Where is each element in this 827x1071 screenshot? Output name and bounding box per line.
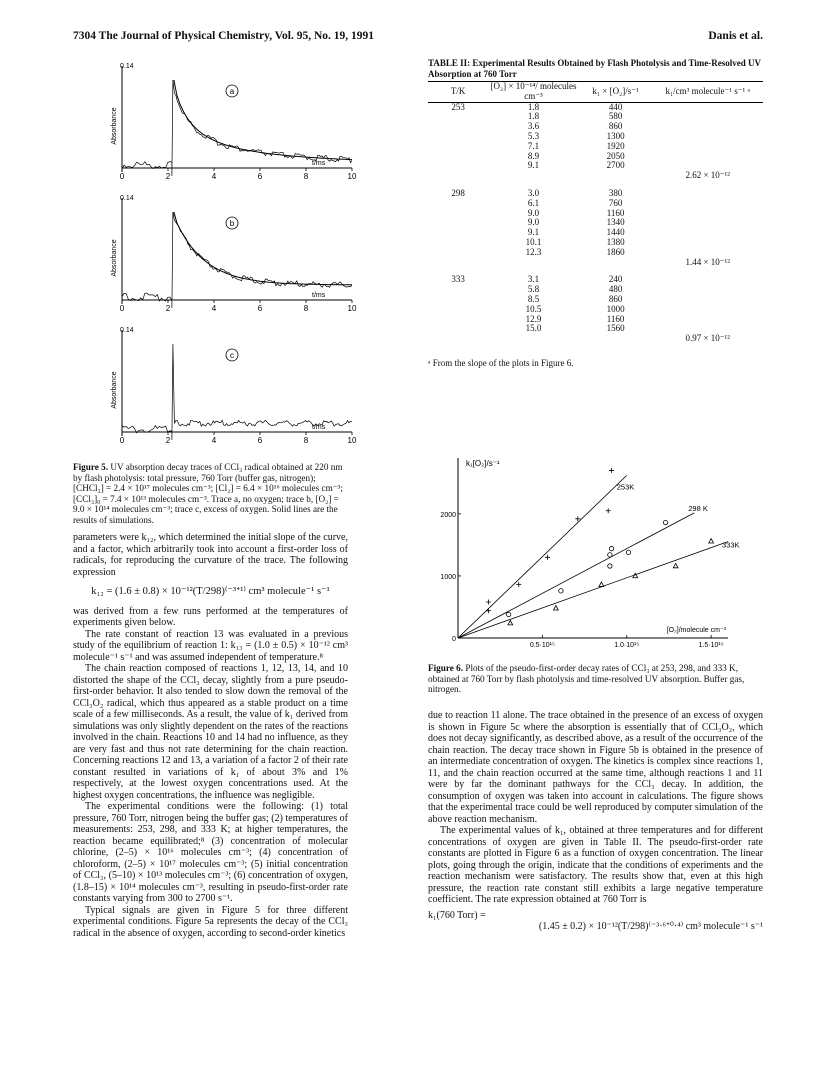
table-cell: 1160 bbox=[606, 207, 625, 218]
figure-5-panel bbox=[111, 63, 357, 181]
table-header: k₁ × [O₂]/s⁻¹ bbox=[579, 82, 653, 103]
table-cell bbox=[652, 189, 763, 199]
table-cell: 12.9 bbox=[525, 313, 542, 324]
table-cell bbox=[428, 209, 488, 219]
table-cell: 860 bbox=[608, 121, 623, 132]
figure-6-caption-text: Plots of the pseudo-first-order decay rates of CCl₃ at 253, 298, and 333 K, obtained at 760 Torr by flash photolysis and time-resolved UV absorption. Buffer gas, nitrogen. bbox=[428, 663, 745, 695]
table-cell bbox=[652, 112, 763, 122]
x-axis-label: t/ms bbox=[312, 292, 326, 299]
data-point bbox=[609, 468, 614, 473]
data-point bbox=[608, 553, 612, 557]
authors: Danis et al. bbox=[708, 30, 763, 42]
x-tick-label: 6 bbox=[257, 172, 263, 181]
y-axis-label: k₁[O₂]/s⁻¹ bbox=[466, 459, 500, 468]
table-cell: 7.1 bbox=[527, 140, 540, 151]
table-cell: 333 bbox=[451, 274, 465, 285]
table-cell: 2700 bbox=[606, 160, 625, 171]
y-max-label: 0.14 bbox=[120, 63, 134, 70]
table-cell: 1160 bbox=[606, 313, 625, 324]
paragraph: The rate constant of reaction 13 was evaluated in a previous study of the equilibrium of reaction 1: k₁₃ = (1.0 ± 0.5) × 10⁻¹² cm³ molecule⁻¹ s⁻¹ and was assumed independent of temperature.⁸ bbox=[73, 628, 348, 663]
data-point bbox=[709, 539, 714, 543]
page-header bbox=[73, 30, 763, 44]
data-point bbox=[553, 606, 558, 610]
paragraph: due to reaction 11 alone. The trace obtained in the presence of an excess of oxygen is shown in Figure 5c where the absorption is essentially that of CCl₃O₂, which does not decay significantly, as described above, as a result of the occurrence of the chain reaction. The decay trace shown in Figure 5b is obtained in the presence of an intermediate concentration of oxygen. The kinetics is complex since reactions 1, 11, and the chain reaction occurred at the same time, although reactions 1 and 11 were by far the dominant pathways for the CCl₃ decay. In addition, the consumption of oxygen was taken into account in calculations. The figure shows that the experimental trace could be well reproduced by computer simulation of the above reaction mechanism. bbox=[428, 710, 763, 825]
table-cell bbox=[652, 228, 763, 238]
table-cell bbox=[652, 122, 763, 132]
table-header: T/K bbox=[428, 82, 488, 103]
fit-line bbox=[458, 542, 728, 638]
table-cell bbox=[428, 324, 488, 334]
table-cell bbox=[488, 171, 578, 189]
y-max-label: 0.14 bbox=[120, 327, 134, 334]
table-row bbox=[428, 122, 763, 132]
table-cell bbox=[428, 112, 488, 122]
series-label: 298 K bbox=[688, 503, 708, 513]
table-header: [O₂] × 10⁻¹⁴/ molecules cm⁻³ bbox=[488, 82, 578, 103]
table-cell bbox=[428, 285, 488, 295]
table-2 bbox=[428, 58, 763, 368]
table-cell: 580 bbox=[608, 111, 623, 122]
y-tick-label: 1000 bbox=[440, 573, 456, 581]
table-cell bbox=[428, 238, 488, 248]
x-tick-label: 4 bbox=[211, 172, 217, 181]
data-point bbox=[606, 508, 611, 513]
paragraph: was derived from a few runs performed at the temperatures of experiments given below. bbox=[73, 605, 348, 628]
table-cell: 9.1 bbox=[527, 227, 540, 238]
x-tick-label: 10 bbox=[347, 172, 357, 181]
table-cell: 9.1 bbox=[527, 160, 540, 171]
panel-label: c bbox=[230, 351, 234, 360]
table-row bbox=[428, 315, 763, 325]
y-max-label: 0.14 bbox=[120, 195, 134, 202]
table-cell bbox=[428, 199, 488, 209]
fit-line bbox=[458, 475, 627, 638]
table-cell: 860 bbox=[608, 293, 623, 304]
table-cell: 1860 bbox=[606, 246, 625, 257]
table-cell: 760 bbox=[608, 197, 623, 208]
table-cell: 10.5 bbox=[525, 303, 542, 314]
table-cell bbox=[652, 238, 763, 248]
table-cell-k1: 0.97 × 10⁻¹² bbox=[685, 333, 730, 344]
table-row bbox=[428, 228, 763, 238]
figure-5-caption bbox=[73, 462, 348, 526]
right-column-text bbox=[428, 710, 763, 933]
table-row bbox=[428, 285, 763, 295]
data-point bbox=[545, 555, 550, 560]
table-row-k1 bbox=[428, 171, 763, 189]
x-tick-label: 8 bbox=[303, 436, 309, 445]
y-axis-label: Absorbance bbox=[111, 239, 118, 277]
data-point bbox=[486, 608, 491, 613]
figure-5-caption-text: UV absorption decay traces of CCl₃ radical obtained at 220 nm by flash photolysis: total pressure, 760 Torr (buffer gas, nitrogen); [CHCl₃] = 2.4 × 10¹⁷ molecules cm⁻³; [Cl₂] = 6.4 × 10¹⁶ molecules cm⁻³; [CCl₃]₀ = 7.4 × 10¹³ molecules cm⁻³. Trace a, no oxygen; trace b, [O₂] = 9.0 × 10¹⁴ molecules cm⁻³; trace c, excess of oxygen. Solid lines are the results of simulations. bbox=[73, 462, 343, 525]
y-axis-label: Absorbance bbox=[111, 107, 118, 145]
paragraph: parameters were k₁₂, which determined the initial slope of the curve, and a factor, which arbitrarily took into account a first-order loss of radicals, for reproducing the curvature of the trace. The following expression bbox=[73, 532, 348, 578]
table-cell: 2050 bbox=[606, 150, 625, 161]
table-row-k1 bbox=[428, 258, 763, 276]
table-cell: 1300 bbox=[606, 130, 625, 141]
figure-6-caption bbox=[428, 663, 763, 695]
x-tick-label: 0 bbox=[119, 304, 125, 313]
series-0 bbox=[458, 468, 634, 638]
table-cell: 6.1 bbox=[527, 197, 540, 208]
table-cell bbox=[652, 209, 763, 219]
table-cell: 298 bbox=[451, 187, 465, 198]
y-axis-label: Absorbance bbox=[111, 371, 118, 409]
table-cell bbox=[428, 228, 488, 238]
table-cell: 3.0 bbox=[527, 187, 540, 198]
table-cell bbox=[428, 132, 488, 142]
paragraph: The experimental values of k₁, obtained at three temperatures and for different concentrations of oxygen are given in Table II. The pseudo-first-order rate constants are plotted in Figure 6 as a function of oxygen concentration. The linear plots, going through the origin, indicate that the conditions of experiments and the reaction mechanism were satisfactory. The results show that, even at this high pressure, the reaction rate constant still exhibits a large negative temperature coefficient. The rate expression obtained at 760 Torr is bbox=[428, 825, 763, 905]
table-row bbox=[428, 209, 763, 219]
figure-5-panel bbox=[111, 327, 357, 445]
table-cell bbox=[428, 218, 488, 228]
x-tick-label: 0 bbox=[119, 172, 125, 181]
table-cell: 480 bbox=[608, 284, 623, 295]
x-tick-label: 2 bbox=[165, 304, 171, 313]
table-row-k1 bbox=[428, 334, 763, 352]
series-2 bbox=[458, 539, 740, 638]
table-cell: 440 bbox=[608, 101, 623, 112]
data-point bbox=[506, 612, 510, 616]
equation-rhs: (1.45 ± 0.2) × 10⁻¹²(T/298)⁽⁻³·⁶ᐩ⁰·⁴⁾ cm³ molecule⁻¹ s⁻¹ bbox=[538, 921, 763, 932]
x-axis-label: t/ms bbox=[312, 160, 326, 167]
table-cell-k1: 2.62 × 10⁻¹² bbox=[685, 170, 730, 181]
data-point bbox=[609, 546, 613, 550]
x-tick-label: 4 bbox=[211, 304, 217, 313]
table-cell bbox=[428, 295, 488, 305]
equation-lhs: k₁(760 Torr) = bbox=[428, 909, 486, 921]
table-cell: 9.0 bbox=[527, 207, 540, 218]
journal-citation: 7304 The Journal of Physical Chemistry, Vol. 95, No. 19, 1991 bbox=[73, 30, 375, 42]
table-cell bbox=[428, 122, 488, 132]
table-cell: 3.1 bbox=[527, 274, 540, 285]
table-cell: 1000 bbox=[606, 303, 625, 314]
panel-label: a bbox=[229, 87, 235, 96]
data-point bbox=[663, 520, 667, 524]
series-label: 253K bbox=[616, 482, 635, 492]
x-tick-label: 0 bbox=[119, 436, 125, 445]
x-tick-label: 8 bbox=[303, 172, 309, 181]
table-cell bbox=[428, 315, 488, 325]
table-cell bbox=[579, 334, 653, 352]
table-cell bbox=[652, 315, 763, 325]
figure-5-caption-label: Figure 5. bbox=[73, 462, 109, 472]
x-tick-label: 4 bbox=[211, 436, 217, 445]
series-1 bbox=[458, 504, 708, 638]
table-row bbox=[428, 152, 763, 162]
table-2-grid bbox=[428, 81, 763, 352]
table-row bbox=[428, 142, 763, 152]
table-cell: 1920 bbox=[606, 140, 625, 151]
table-cell: 1440 bbox=[606, 227, 625, 238]
table-cell: 5.3 bbox=[527, 130, 540, 141]
table-header: k₁/cm³ molecule⁻¹ s⁻¹ ᵃ bbox=[652, 82, 763, 103]
figure-6 bbox=[428, 450, 763, 660]
table-cell: 240 bbox=[608, 274, 623, 285]
y-tick-label: 2000 bbox=[440, 511, 456, 519]
data-point bbox=[516, 582, 521, 587]
table-cell: 1340 bbox=[606, 217, 625, 228]
table-row bbox=[428, 275, 763, 285]
data-point bbox=[508, 621, 513, 625]
x-axis-label: t/ms bbox=[312, 424, 326, 431]
table-cell bbox=[428, 258, 488, 276]
table-cell bbox=[652, 275, 763, 285]
data-point bbox=[608, 564, 612, 568]
table-cell bbox=[428, 171, 488, 189]
equation-k12: k₁₂ = (1.6 ± 0.8) × 10⁻¹²(T/298)⁽⁻³ᐩ¹⁾ cm³ molecule⁻¹ s⁻¹ bbox=[91, 586, 330, 597]
x-tick-label: 2 bbox=[165, 436, 171, 445]
table-cell bbox=[428, 334, 488, 352]
table-cell bbox=[579, 258, 653, 276]
table-cell: 10.1 bbox=[525, 236, 542, 247]
table-row bbox=[428, 189, 763, 199]
table-cell bbox=[652, 295, 763, 305]
table-cell bbox=[428, 152, 488, 162]
table-row bbox=[428, 238, 763, 248]
table-cell: 5.8 bbox=[527, 284, 540, 295]
paragraph: The chain reaction composed of reactions 1, 12, 13, 14, and 10 distorted the shape of the CCl₃ decay, slightly from a pure pseudo-first-order behavior. It also tended to slow down the removal of the CCl₃O₂ radical, which thus appeared as a stable product on a time scale of a few milliseconds. As a result, the value of k₁ derived from simulations was only slightly dependent on the rates of the reactions involved in the chain. Reactions 10 and 14 had no influence, as they are very fast and thus not rate determining for the chain reaction. Concerning reactions 12 and 13, a variation of a factor 2 of their rate constant resulted in variations of k₁ of about 3% and 1% respectively, at the lowest oxygen concentrations used. At the highest oxygen concentrations, the influence was negligible. bbox=[73, 663, 348, 801]
table-2-footnote: ᵃ From the slope of the plots in Figure 6. bbox=[428, 357, 574, 368]
table-cell bbox=[652, 199, 763, 209]
table-cell: 9.0 bbox=[527, 217, 540, 228]
table-cell bbox=[652, 218, 763, 228]
table-row bbox=[428, 112, 763, 122]
simulation-curve bbox=[174, 80, 352, 160]
panel-label: b bbox=[229, 219, 235, 228]
table-cell bbox=[428, 142, 488, 152]
figure-5-panel bbox=[111, 195, 357, 313]
table-cell: 8.9 bbox=[527, 150, 540, 161]
data-point bbox=[626, 550, 630, 554]
table-cell bbox=[652, 305, 763, 315]
x-tick-label: 10 bbox=[347, 304, 357, 313]
x-tick-label: 10 bbox=[347, 436, 357, 445]
table-2-title: TABLE II: Experimental Results Obtained by Flash Photolysis and Time-Resolved UV Absorption at 760 Torr bbox=[428, 58, 761, 79]
figure-6-caption-label: Figure 6. bbox=[428, 663, 464, 673]
table-row bbox=[428, 102, 763, 112]
x-tick-label: 1.5·10¹⁵ bbox=[698, 642, 724, 649]
x-tick-label: 6 bbox=[257, 436, 263, 445]
table-row bbox=[428, 305, 763, 315]
x-tick-label: 6 bbox=[257, 304, 263, 313]
table-cell: 3.6 bbox=[527, 121, 540, 132]
table-row bbox=[428, 132, 763, 142]
table-cell bbox=[428, 305, 488, 315]
table-cell bbox=[652, 102, 763, 112]
table-cell: 1560 bbox=[606, 323, 625, 334]
y-tick-label: 0 bbox=[452, 636, 456, 643]
table-cell: 253 bbox=[451, 101, 465, 112]
table-2-body bbox=[428, 102, 763, 352]
left-column-text bbox=[73, 532, 348, 939]
series-label: 333K bbox=[722, 540, 740, 550]
table-cell bbox=[428, 248, 488, 258]
table-cell bbox=[488, 334, 578, 352]
x-axis-label: [O₂]/molecule cm⁻³ bbox=[666, 627, 726, 634]
data-point bbox=[673, 563, 678, 567]
table-row bbox=[428, 199, 763, 209]
x-tick-label: 0.5·10¹⁵ bbox=[529, 642, 555, 649]
table-cell bbox=[652, 285, 763, 295]
table-cell bbox=[488, 258, 578, 276]
x-tick-label: 2 bbox=[165, 172, 171, 181]
table-cell-k1: 1.44 × 10⁻¹² bbox=[685, 256, 730, 267]
figure-5 bbox=[100, 60, 355, 460]
table-cell bbox=[579, 171, 653, 189]
x-tick-label: 8 bbox=[303, 304, 309, 313]
table-cell: 1.8 bbox=[527, 111, 540, 122]
data-point bbox=[559, 589, 563, 593]
table-row bbox=[428, 218, 763, 228]
table-cell: 1380 bbox=[606, 236, 625, 247]
fit-line bbox=[458, 513, 694, 638]
table-cell bbox=[428, 161, 488, 171]
data-point bbox=[599, 582, 604, 586]
table-cell bbox=[652, 132, 763, 142]
table-cell: 380 bbox=[608, 187, 623, 198]
simulation-curve bbox=[174, 212, 352, 285]
table-cell: 12.3 bbox=[525, 246, 542, 257]
paragraph: Typical signals are given in Figure 5 for three different experimental conditions. Figure 5a represents the decay of the CCl₃ radical in the absence of oxygen, according to second-order kinetics bbox=[73, 904, 348, 939]
x-tick-label: 1.0·10¹⁵ bbox=[614, 642, 640, 649]
table-cell: 1.8 bbox=[527, 101, 540, 112]
table-row bbox=[428, 295, 763, 305]
paragraph: The experimental conditions were the following: (1) total pressure, 760 Torr, nitrogen being the buffer gas; (2) temperatures of measurements: 253, 298, and 333 K; at higher temperatures, the reaction became equilibrated;⁸ (3) concentration of molecular chlorine, (2–5) × 10¹⁶ molecules cm⁻³; (4) concentration of chloroform, (2–5) × 10¹⁷ molecules cm⁻³; (5) initial concentration of CCl₃, (5–10) × 10¹³ molecules cm⁻³; (6) concentration of oxygen, (1.8–15) × 10¹⁴ molecules cm⁻³, resulting in pseudo-first-order rate constants varying from 300 to 2700 s⁻¹. bbox=[73, 801, 348, 904]
data-point bbox=[486, 600, 491, 605]
table-cell bbox=[652, 152, 763, 162]
table-cell: 15.0 bbox=[525, 323, 542, 334]
table-cell bbox=[652, 142, 763, 152]
table-cell: 8.5 bbox=[527, 293, 540, 304]
